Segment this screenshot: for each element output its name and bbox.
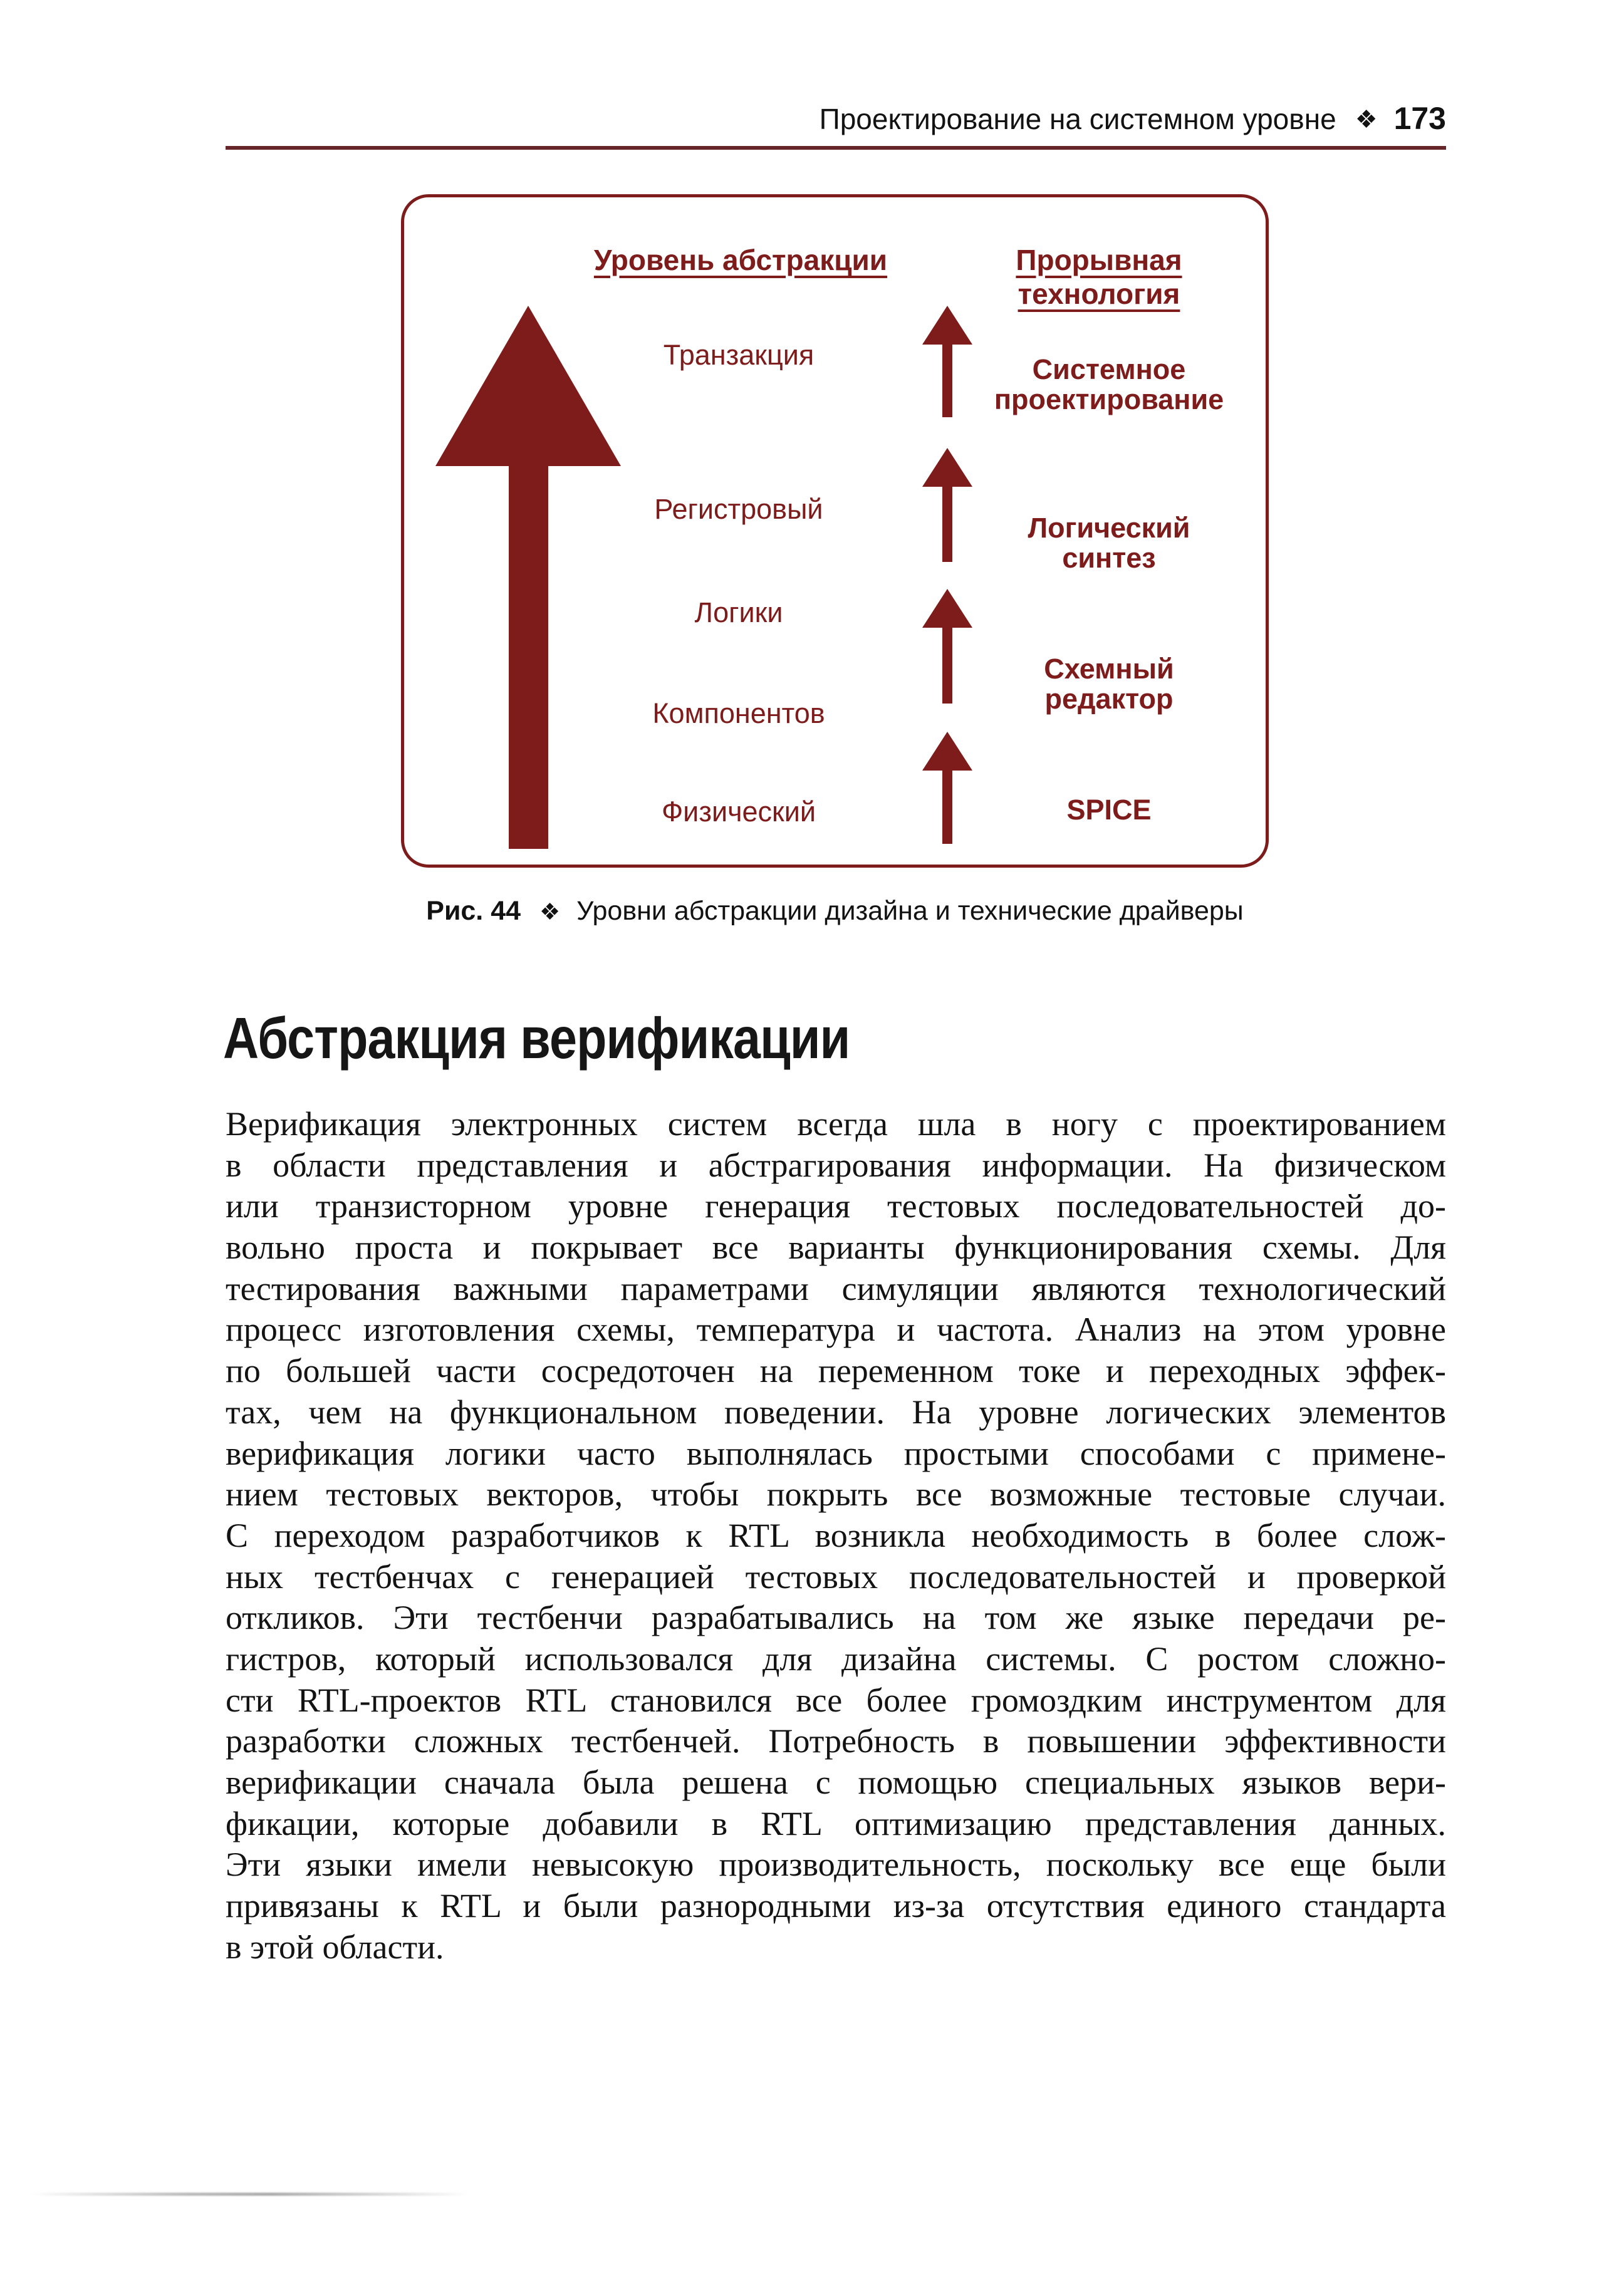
body-line: тах, чем на функциональном поведении. На уровне логических элементов	[226, 1393, 1446, 1431]
up-arrow-icon	[922, 732, 972, 844]
section-heading: Абстракция верификации	[223, 1005, 850, 1071]
up-arrow-head	[922, 589, 972, 628]
figure-level-label: Транзакция	[663, 339, 815, 371]
page-number: 173	[1393, 101, 1446, 136]
up-arrow-shaft	[942, 770, 952, 844]
body-line: вольно проста и покрывает все варианты функционирования схемы. Для	[226, 1229, 1446, 1267]
figure-column-header-technology: Прорывная технология	[1016, 244, 1182, 310]
running-head-rule	[226, 146, 1446, 150]
body-line: по большей части сосредоточен на переменном токе и переходных эффек-	[226, 1352, 1446, 1390]
body-line: в области представления и абстрагирования информации. На физическом	[226, 1146, 1446, 1184]
figure-level-label: Регистровый	[654, 493, 823, 525]
body-line: нием тестовых векторов, чтобы покрыть все возможные тестовые случаи.	[226, 1475, 1446, 1514]
body-line: процесс изготовления схемы, температура и частота. Анализ на этом уровне	[226, 1311, 1446, 1349]
body-line: С переходом разработчиков к RTL возникла необходимость в более слож-	[226, 1516, 1446, 1554]
figure-level-label: Физический	[661, 796, 816, 828]
body-line: верификация логики часто выполнялась простыми способами с примене-	[226, 1434, 1446, 1472]
up-arrow-icon	[922, 306, 972, 417]
body-line: фикации, которые добавили в RTL оптимизацию представления данных.	[226, 1804, 1446, 1842]
up-arrow-icon	[922, 589, 972, 704]
figure-caption	[338, 896, 1331, 927]
body-line: ных тестбенчах с генерацией тестовых последовательностей и проверкой	[226, 1557, 1446, 1596]
figure-caption-label: Рис. 44	[426, 896, 521, 926]
up-arrow-head	[922, 732, 972, 771]
big-up-arrow	[435, 306, 621, 849]
figure-level-label: Компонентов	[652, 697, 825, 729]
running-head	[226, 100, 1446, 137]
up-arrow-shaft	[942, 344, 952, 417]
figure-tech-label: Системное проектирование	[994, 353, 1224, 416]
body-line: гистров, который использовался для дизайна системы. С ростом сложно-	[226, 1639, 1446, 1678]
up-arrow-icon	[922, 448, 972, 562]
body-line: разработки сложных тестбенчей. Потребность в повышении эффективности	[226, 1722, 1446, 1760]
body-line: откликов. Эти тестбенчи разрабатывались на том же языке передачи ре-	[226, 1599, 1446, 1637]
body-line: верификации сначала была решена с помощью специальных языков вери-	[226, 1764, 1446, 1801]
big-up-arrow-shaft	[509, 465, 548, 849]
figure-tech-label: Логический синтез	[1028, 512, 1190, 574]
up-arrow-shaft	[942, 486, 952, 562]
body-line: тестирования важными параметрами симуляции являются технологический	[226, 1269, 1446, 1307]
figure-column-header-abstraction: Уровень абстракции	[593, 244, 888, 276]
figure-caption-text: Уровни абстракции дизайна и технические драйверы	[576, 896, 1244, 926]
body-line: в этой области.	[226, 1928, 444, 1966]
up-arrow-shaft	[942, 627, 952, 704]
up-arrow-head	[922, 448, 972, 487]
figure-tech-label: SPICE	[1066, 794, 1152, 826]
scan-artifact-line	[30, 2193, 469, 2196]
running-head-title: Проектирование на системном уровне	[819, 103, 1336, 135]
body-line: сти RTL-проектов RTL становился все более громоздким инструментом для	[226, 1681, 1446, 1719]
big-up-arrow-head	[435, 306, 621, 466]
figure-level-label: Логики	[694, 596, 783, 628]
up-arrow-head	[922, 306, 972, 345]
figure-tech-label: Схемный редактор	[1044, 653, 1174, 715]
body-line: привязаны к RTL и были разнородными из-за отсутствия единого стандарта	[226, 1887, 1446, 1925]
diamond-icon: ❖	[539, 899, 561, 925]
diamond-icon: ❖	[1355, 106, 1378, 133]
body-line: или транзисторном уровне генерация тестовых последовательностей до-	[226, 1187, 1446, 1225]
body-line: Эти языки имели невысокую производительность, поскольку все еще были	[226, 1846, 1446, 1884]
body-paragraph	[226, 1104, 1446, 1968]
body-line: Верификация электронных систем всегда шла в ногу с проектированием	[226, 1105, 1446, 1143]
